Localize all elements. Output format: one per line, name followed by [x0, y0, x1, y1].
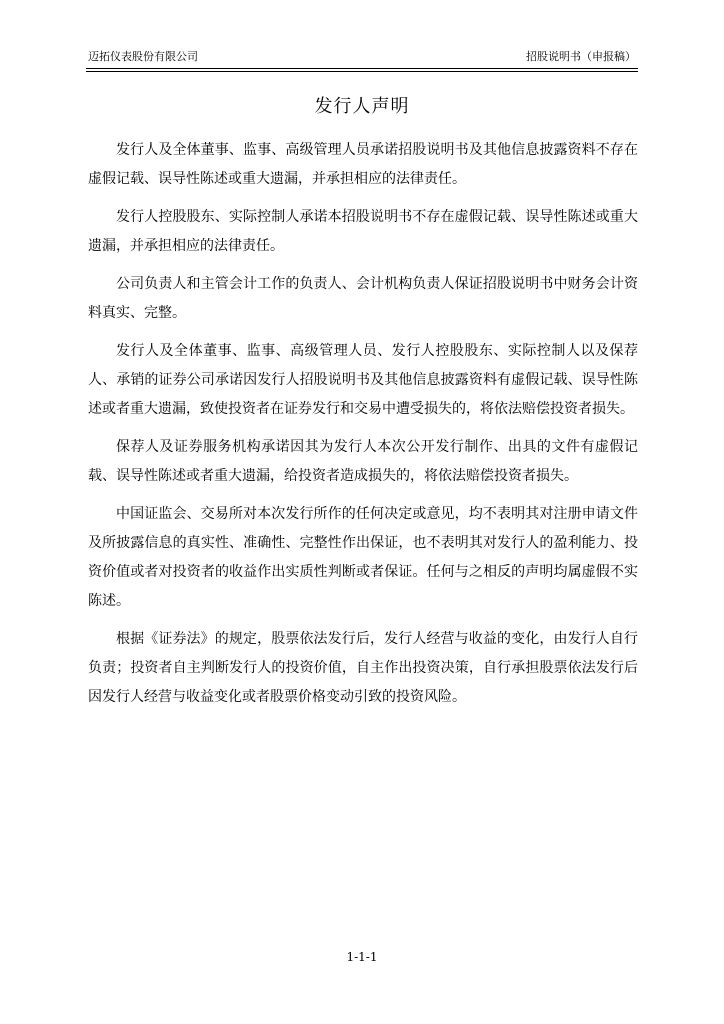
- statement-paragraph: 保荐人及证券服务机构承诺因其为发行人本次公开发行制作、出具的文件有虚假记载、误导性陈述或者重大遗漏，给投资者造成损失的，将依法赔偿投资者损失。: [88, 439, 638, 484]
- header-divider: [86, 71, 638, 72]
- statement-paragraph: 公司负责人和主管会计工作的负责人、会计机构负责人保证招股说明书中财务会计资料真实、完整。: [88, 276, 638, 321]
- statement-paragraph: 发行人及全体董事、监事、高级管理人员承诺招股说明书及其他信息披露资料不存在虚假记载、误导性陈述或重大遗漏，并承担相应的法律责任。: [88, 142, 638, 187]
- statement-paragraph: 发行人及全体董事、监事、高级管理人员、发行人控股股东、实际控制人以及保荐人、承销的证券公司承诺因发行人招股说明书及其他信息披露资料有虚假记载、误导性陈述或者重大遗漏，致使投资者在证券发行和交易中遭受损失的，将依法赔偿投资者损失。: [88, 343, 638, 417]
- statement-paragraph: 根据《证券法》的规定，股票依法发行后，发行人经营与收益的变化，由发行人自行负责；投资者自主判断发行人的投资价值，自主作出投资决策，自行承担股票依法发行后因发行人经营与收益变化或者股票价格变动引致的投资风险。: [88, 631, 638, 705]
- header-document-type: 招股说明书（申报稿）: [526, 50, 636, 63]
- header-company-name: 迈拓仪表股份有限公司: [88, 50, 198, 63]
- page-title: 发行人声明: [314, 96, 410, 117]
- statement-paragraph: 发行人控股股东、实际控制人承诺本招股说明书不存在虚假记载、误导性陈述或重大遗漏，并承担相应的法律责任。: [88, 209, 638, 254]
- statement-paragraph: 中国证监会、交易所对本次发行所作的任何决定或意见，均不表明其对注册申请文件及所披露信息的真实性、准确性、完整性作出保证，也不表明其对发行人的盈利能力、投资价值或者对投资者的收益作出实质性判断或者保证。任何与之相反的声明均属虚假不实陈述。: [88, 506, 638, 609]
- page-number: 1-1-1: [346, 950, 378, 964]
- statement-body: [88, 136, 638, 721]
- page-header: [86, 50, 638, 69]
